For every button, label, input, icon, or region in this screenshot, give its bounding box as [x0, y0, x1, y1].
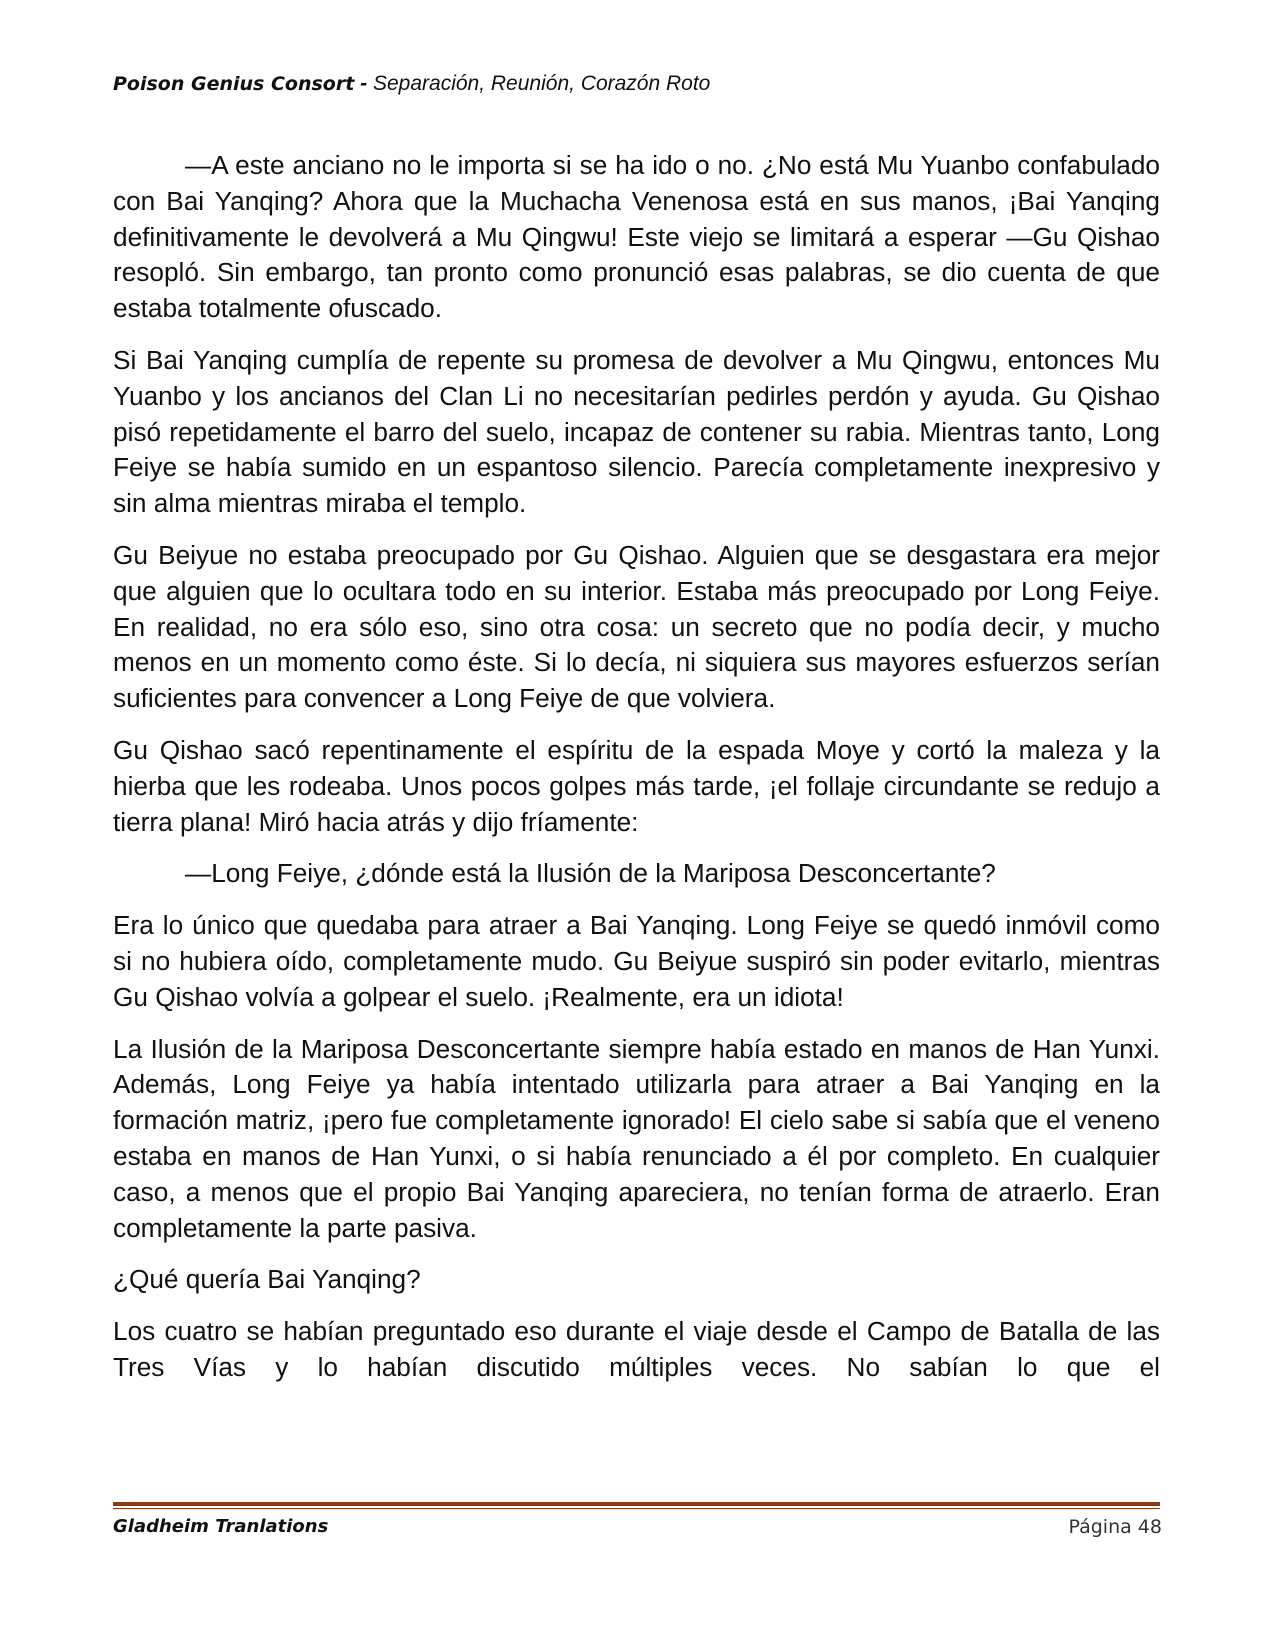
header-separator: -	[354, 72, 373, 95]
paragraph: Los cuatro se habían preguntado eso durante el viaje desde el Campo de Batalla de las Tres Vías y lo habían discutido múltiples veces. No sabían lo que el	[113, 1316, 1160, 1382]
page-number: Página 48	[1068, 1516, 1162, 1538]
paragraph: —A este anciano no le importa si se ha ido o no. ¿No está Mu Yuanbo confabulado con Bai Yanqing? Ahora que la Muchacha Venenosa está en sus manos, ¡Bai Yanqing definitivamente le devolverá a Mu Qingwu! Este viejo se limitará a esperar —Gu Qishao resopló. Sin embargo, tan pronto como pronunció esas palabras, se dio cuenta de que estaba totalmente ofuscado.	[113, 150, 1160, 324]
paragraph: Era lo único que quedaba para atraer a Bai Yanqing. Long Feiye se quedó inmóvil como si no hubiera oído, completamente mudo. Gu Beiyue suspiró sin poder evitarlo, mientras Gu Qishao volvía a golpear el suelo. ¡Realmente, era un idiota!	[113, 910, 1160, 1012]
paragraph: ¿Qué quería Bai Yanqing?	[113, 1264, 421, 1295]
paragraph: Gu Qishao sacó repentinamente el espíritu de la espada Moye y cortó la maleza y la hierba que les rodeaba. Unos pocos golpes más tarde, ¡el follaje circundante se redujo a tierra plana! Miró hacia atrás y dijo fríamente:	[113, 734, 1160, 837]
page-body	[113, 148, 1160, 1402]
paragraph: —Long Feiye, ¿dónde está la Ilusión de la Mariposa Desconcertante?	[185, 858, 996, 889]
chapter-title: Separación, Reunión, Corazón Roto	[372, 72, 711, 95]
paragraph: La Ilusión de la Mariposa Desconcertante siempre había estado en manos de Han Yunxi. Además, Long Feiye ya había intentado utilizarla para atraer a Bai Yanqing en la formación matriz, ¡pero fue completamente ignorado! El cielo sabe si sabía que el veneno estaba en manos de Han Yunxi, o si había renunciado a él por completo. En cualquier caso, a menos que el propio Bai Yanqing apareciera, no tenían forma de atraerlo. Eran completamente la parte pasiva.	[113, 1033, 1160, 1243]
paragraph: Si Bai Yanqing cumplía de repente su promesa de devolver a Mu Qingwu, entonces Mu Yuanbo y los ancianos del Clan Li no necesitarían pedirles perdón y ayuda. Gu Qishao pisó repetidamente el barro del suelo, incapaz de contener su rabia. Mientras tanto, Long Feiye se había sumido en un espantoso silencio. Parecía completamente inexpresivo y sin alma mientras miraba el templo.	[113, 344, 1160, 519]
page-header	[113, 72, 1173, 96]
series-title: Poison Genius Consort	[113, 73, 355, 95]
footer-divider	[113, 1502, 1160, 1509]
paragraph: Gu Beiyue no estaba preocupado por Gu Qishao. Alguien que se desgastara era mejor que alguien que lo ocultara todo en su interior. Estaba más preocupado por Long Feiye. En realidad, no era sólo eso, sino otra cosa: un secreto que no podía decir, y mucho menos en un momento como éste. Si lo decía, ni siquiera sus mayores esfuerzos serían suficientes para convencer a Long Feiye de que volviera.	[113, 539, 1160, 714]
translator-credit: Gladheim Tranlations	[113, 1516, 329, 1537]
